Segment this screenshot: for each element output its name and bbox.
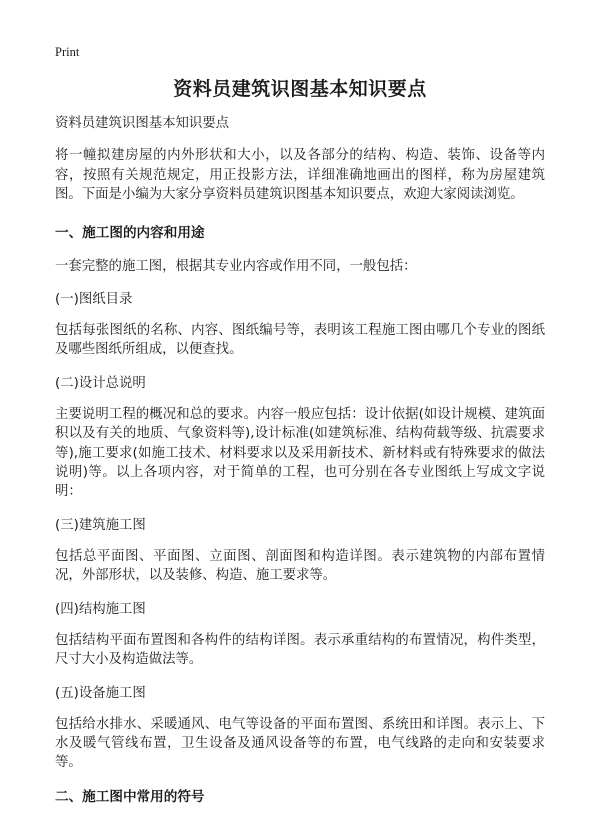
subsection-heading: (五)设备施工图 [55,685,146,701]
subsection-heading: (三)建筑施工图 [55,517,146,533]
subsection-body: 包括每张图纸的名称、内容、图纸编号等，表明该工程施工图由哪几个专业的图纸及哪些图纸所组成，以便查找。 [55,323,545,358]
subsection-heading: (四)结构施工图 [55,601,146,617]
subsection-heading: (二)设计总说明 [55,375,146,391]
subsection-general-design-notes [55,374,545,502]
subsection-body: 包括结构平面布置图和各构件的结构详图。表示承重结构的布置情况，构件类型，尺寸大小及构造做法等。 [55,632,545,668]
document-title: 资料员建筑识图基本知识要点 [173,78,427,100]
subsection-body: 主要说明工程的概况和总的要求。内容一般应包括：设计依据(如设计规模、建筑面积以及有关的地质、气象资料等),设计标准(如建筑标准、结构荷载等级、抗震要求等),施工要求(如施工技术、材料要求以及采用新技术、新材料或有特殊要求的做法说明)等。以上各项内容，对于简单的工程，也可分别在各专业图纸上写成文字说明： [55,406,545,500]
subsection-drawing-index [55,290,545,360]
print-label: Print [55,45,80,59]
document-subtitle: 资料员建筑识图基本知识要点 [55,116,230,131]
subsection-equipment-drawings [55,684,545,773]
subsection-heading: (一)图纸目录 [55,292,133,308]
section-lead-paragraph: 一套完整的施工图，根据其专业内容或作用不同，一般包括： [55,258,417,274]
section-heading-common-symbols: 二、施工图中常用的符号 [55,788,205,805]
subsection-body: 包括给水排水、采暖通风、电气等设备的平面布置图、系统田和详图。表示上、下水及暖气管线布置，卫生设备及通风设备等的布置，电气线路的走向和安装要求等。 [55,716,545,771]
subsection-structural-drawings [55,600,545,670]
subsection-body: 包括总平面图、平面图、立面图、剖面图和构造详图。表示建筑物的内部布置情况，外部形状，以及装修、构造、施工要求等。 [55,548,545,584]
intro-paragraph: 将一幢拟建房屋的内外形状和大小，以及各部分的结构、构造、装饰、设备等内容，按照有关规范规定，用正投影方法，详细准确地画出的图样，称为房屋建筑图。下面是小编为大家分享资料员建筑识图基本知识要点，欢迎大家阅读浏览。 [55,148,545,203]
subsection-architectural-drawings [55,516,545,586]
section-heading-contents-and-uses: 一、施工图的内容和用途 [55,224,205,241]
